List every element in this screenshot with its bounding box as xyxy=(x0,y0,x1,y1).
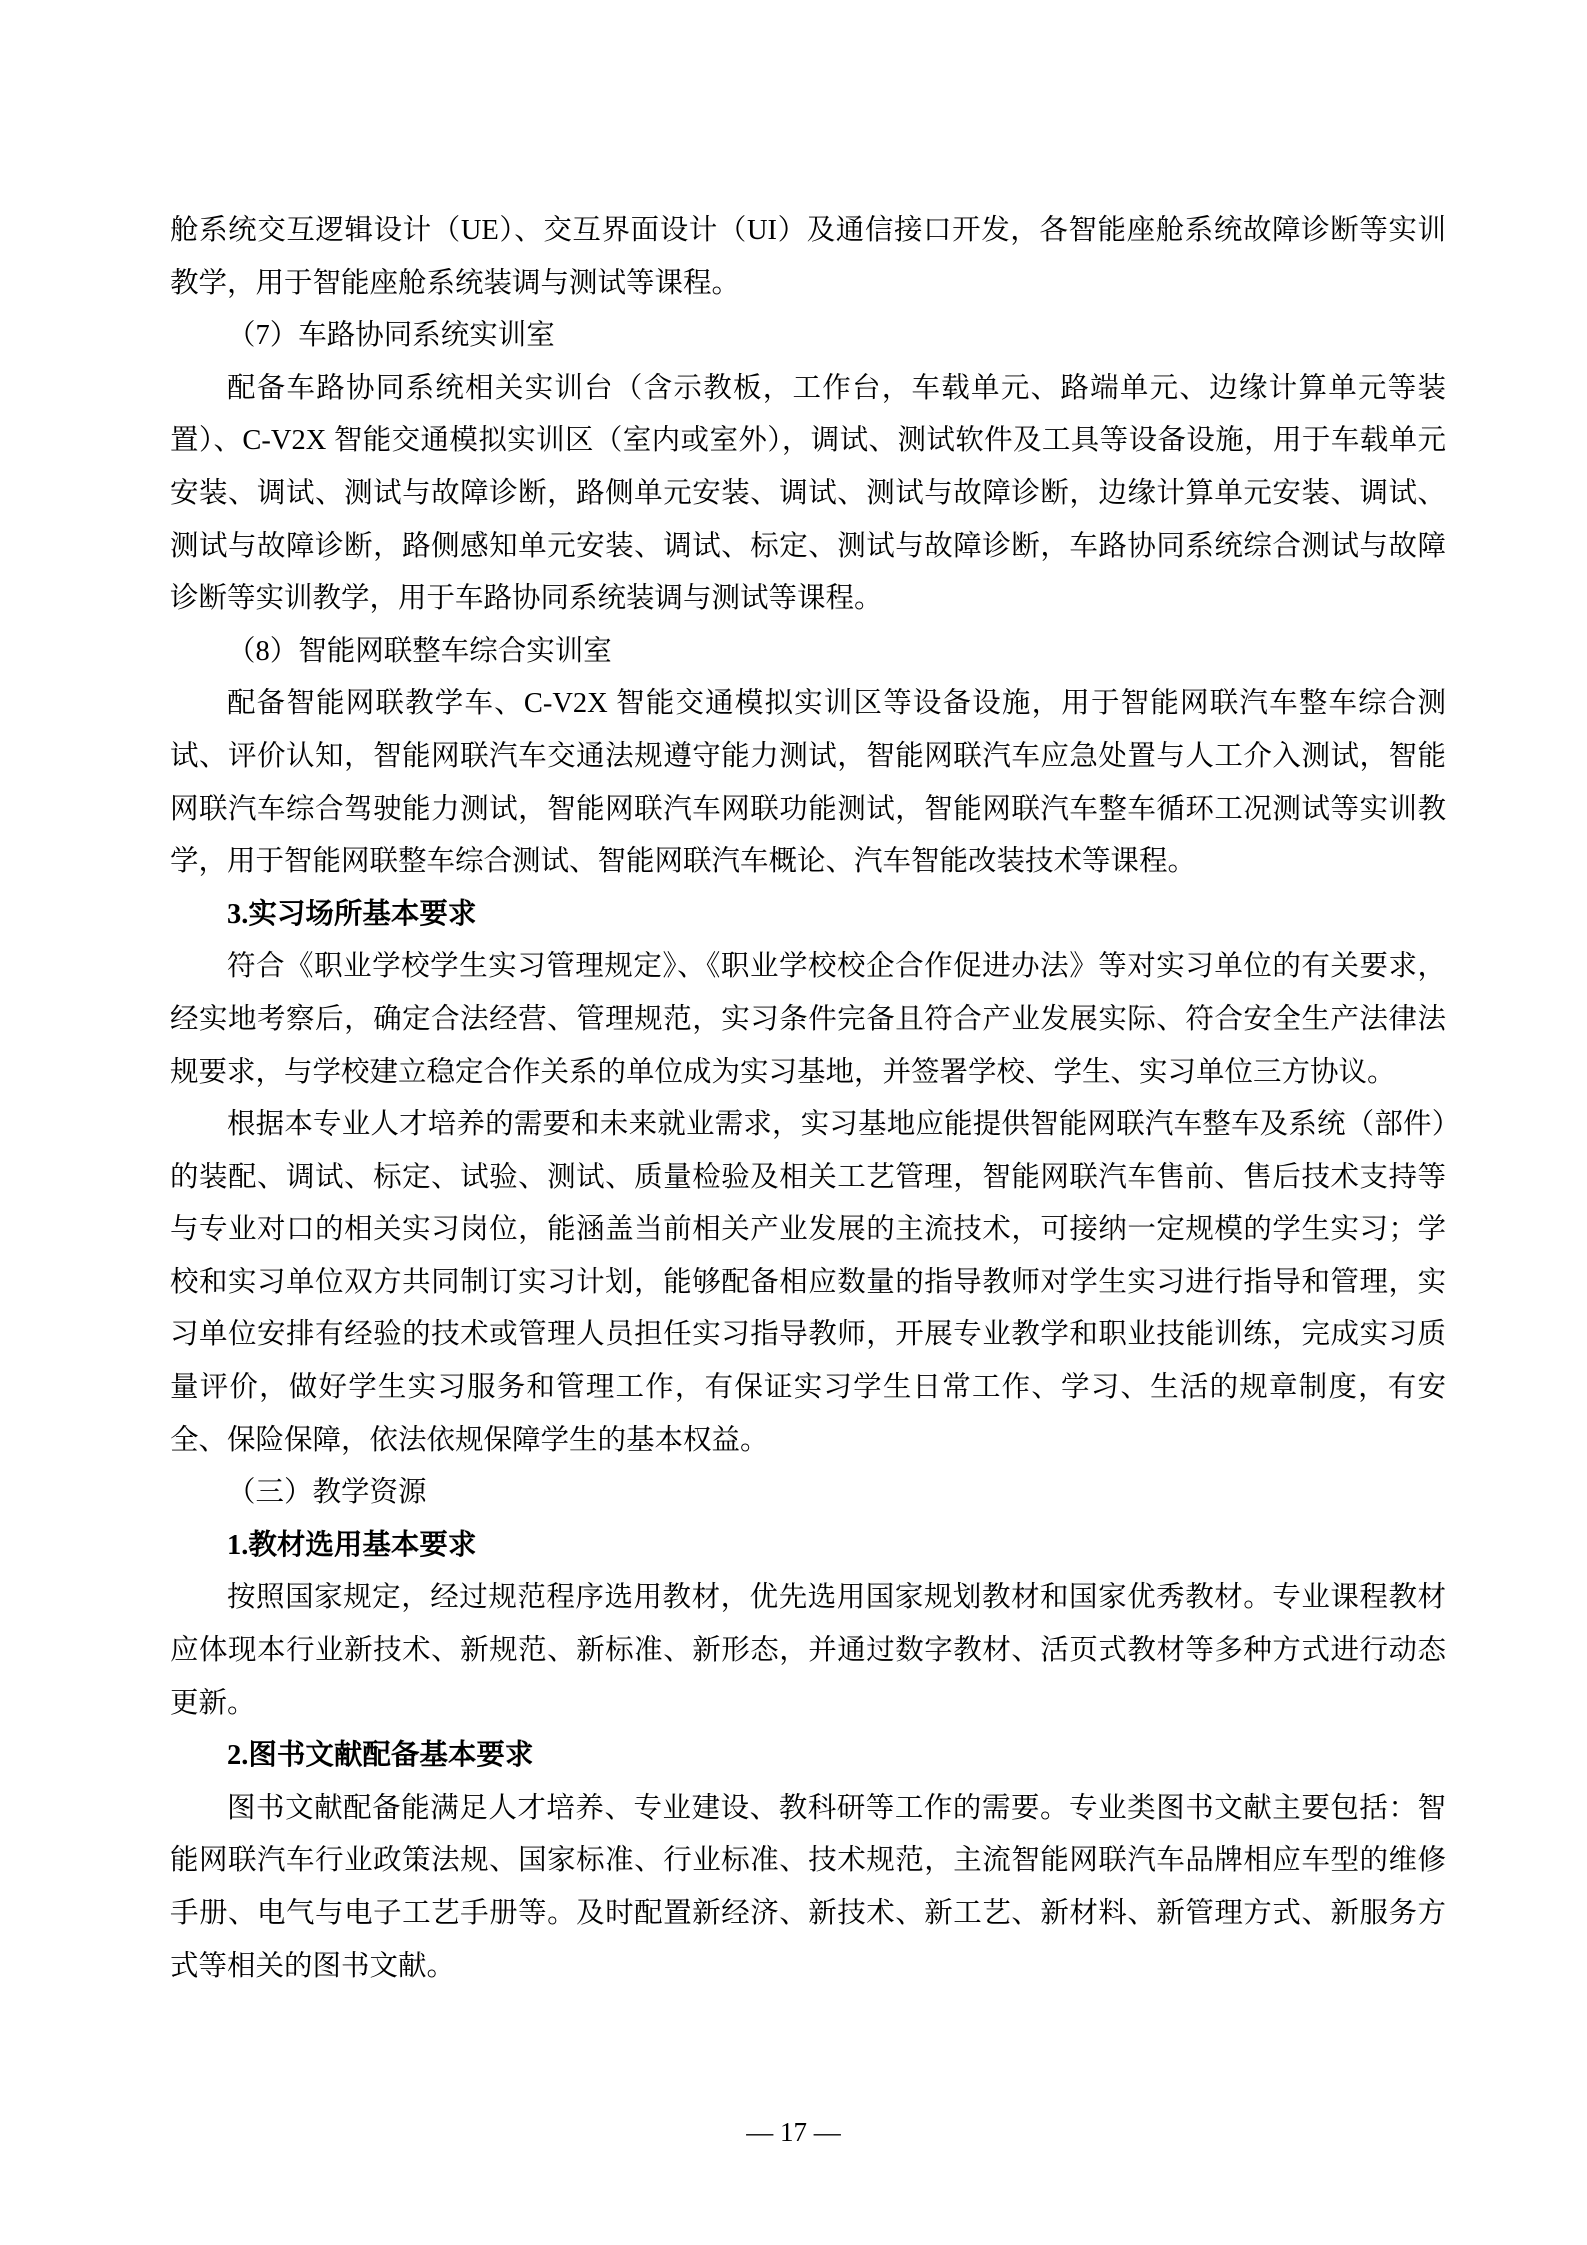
paragraph-library-resources: 图书文献配备能满足人才培养、专业建设、教科研等工作的需要。专业类图书文献主要包括：智能网联汽车行业政策法规、国家标准、行业标准、技术规范，主流智能网联汽车品牌相应车型的维修手册、电气与电子工艺手册等。及时配置新经济、新技术、新工艺、新材料、新管理方式、新服务方式等相关的图书文献。 xyxy=(170,1792,1446,1982)
paragraph-textbook-selection: 按照国家规定，经过规范程序选用教材，优先选用国家规划教材和国家优秀教材。专业课程教材应体现本行业新技术、新规范、新标准、新形态，并通过数字教材、活页式教材等多种方式进行动态更新。 xyxy=(170,1582,1446,1719)
page-footer xyxy=(0,2112,1587,2152)
paragraph-training-room-8: 配备智能网联教学车、C-V2X 智能交通模拟实训区等设备设施，用于智能网联汽车整车综合测试、评价认知，智能网联汽车交通法规遵守能力测试，智能网联汽车应急处置与人工介入测试，智能网联汽车综合驾驶能力测试，智能网联汽车网联功能测试，智能网联汽车整车循环工况测试等实训教学，用于智能网联整车综合测试、智能网联汽车概论、汽车智能改装技术等课程。 xyxy=(170,688,1446,878)
paragraph-continuation: 舱系统交互逻辑设计（UE）、交互界面设计（UI）及通信接口开发，各智能座舱系统故障诊断等实训教学，用于智能座舱系统装调与测试等课程。 xyxy=(170,215,1446,299)
heading-library-resources: 2.图书文献配备基本要求 xyxy=(227,1740,534,1772)
heading-textbook-selection: 1.教材选用基本要求 xyxy=(227,1529,477,1561)
page-body xyxy=(170,205,1446,1993)
subheading-training-room-7: （7）车路协同系统实训室 xyxy=(227,320,555,352)
section-heading-teaching-resources: （三）教学资源 xyxy=(227,1477,427,1509)
paragraph-training-room-7: 配备车路协同系统相关实训台（含示教板，工作台，车载单元、路端单元、边缘计算单元等装置）、C-V2X 智能交通模拟实训区（室内或室外），调试、测试软件及工具等设备设施，用于车载单元安装、调试、测试与故障诊断，路侧单元安装、调试、测试与故障诊断，边缘计算单元安装、调试、测试与故障诊断，路侧感知单元安装、调试、标定、测试与故障诊断，车路协同系统综合测试与故障诊断等实训教学，用于车路协同系统装调与测试等课程。 xyxy=(170,372,1446,615)
subheading-training-room-8: （8）智能网联整车综合实训室 xyxy=(227,635,612,667)
paragraph-internship-requirements-2: 根据本专业人才培养的需要和未来就业需求，实习基地应能提供智能网联汽车整车及系统（部件）的装配、调试、标定、试验、测试、质量检验及相关工艺管理，智能网联汽车售前、售后技术支持等与专业对口的相关实习岗位，能涵盖当前相关产业发展的主流技术，可接纳一定规模的学生实习；学校和实习单位双方共同制订实习计划，能够配备相应数量的指导教师对学生实习进行指导和管理，实习单位安排有经验的技术或管理人员担任实习指导教师，开展专业教学和职业技能训练，完成实习质量评价，做好学生实习服务和管理工作，有保证实习学生日常工作、学习、生活的规章制度，有安全、保险保障，依法依规保障学生的基本权益。 xyxy=(170,1109,1446,1456)
heading-internship-site-requirements: 3.实习场所基本要求 xyxy=(227,898,477,930)
paragraph-internship-requirements-1: 符合《职业学校学生实习管理规定》、《职业学校校企合作促进办法》等对实习单位的有关要求，经实地考察后，确定合法经营、管理规范，实习条件完备且符合产业发展实际、符合安全生产法律法规要求，与学校建立稳定合作关系的单位成为实习基地，并签署学校、学生、实习单位三方协议。 xyxy=(170,951,1446,1088)
page-number: — 17 — xyxy=(746,2117,841,2147)
